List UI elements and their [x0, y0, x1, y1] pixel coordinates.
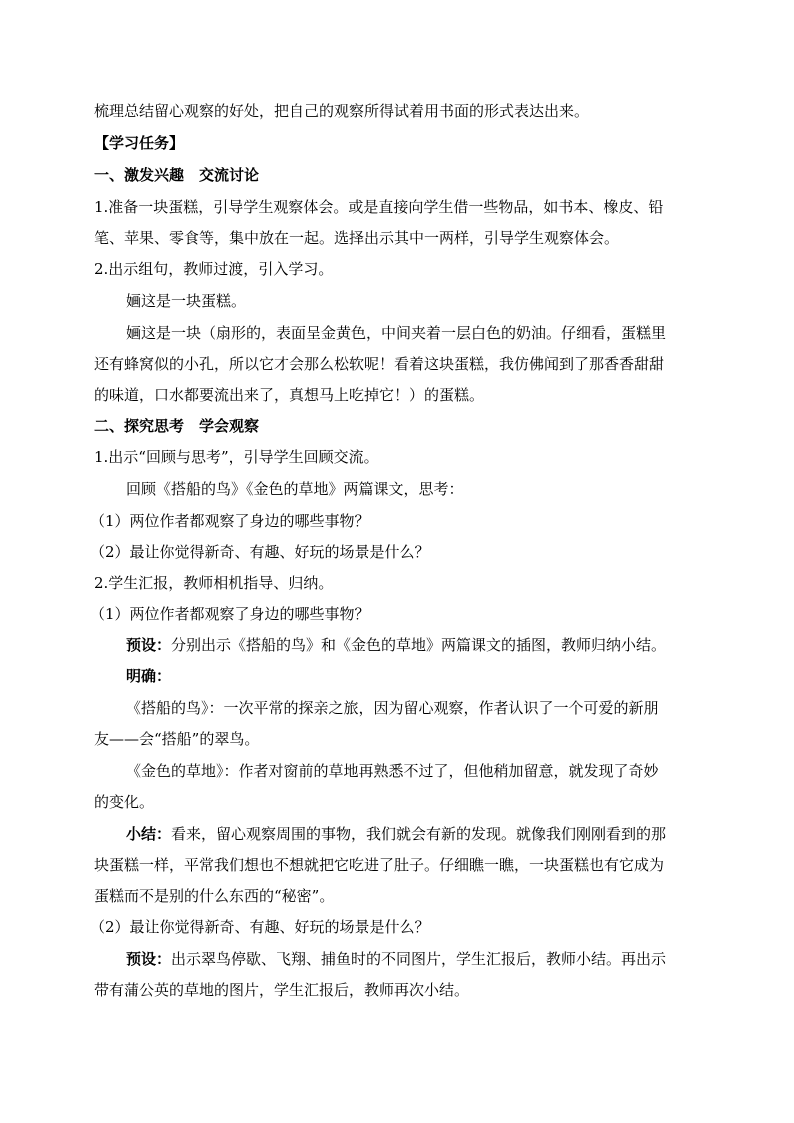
paragraph-line: （1）两位作者都观察了身边的哪些事物？ [90, 605, 370, 623]
paragraph-line: 1.准备一块蛋糕，引导学生观察体会。或是直接向学生借一些物品，如书本、橡皮、铅 [94, 198, 664, 216]
paragraph-line: 《金色的草地》：作者对窗前的草地再熟悉不过了，但他稍加留意，就发现了奇妙 [126, 762, 659, 780]
paragraph-text: 出示翠鸟停歇、飞翔、捕鱼时的不同图片，学生汇报后，教师小结。再出示 [171, 950, 667, 968]
paragraph-text: 分别出示《搭船的鸟》和《金色的草地》两篇课文的插图，教师归纳小结。 [171, 636, 667, 654]
paragraph-line: 《搭船的鸟》：一次平常的探亲之旅，因为留心观察，作者认识了一个可爱的新朋 [126, 699, 659, 717]
section-heading: 【学习任务】 [94, 134, 185, 152]
paragraph-text: 看来，留心观察周围的事物，我们就会有新的发现。就像我们刚刚看到的那 [171, 825, 667, 843]
paragraph-line: 婳这是一块蛋糕。 [126, 292, 247, 310]
paragraph-line: 友——会“搭船”的翠鸟。 [94, 730, 260, 748]
paragraph-line [126, 824, 716, 844]
paragraph-line: 2.出示组句，教师过渡，引入学习。 [94, 260, 334, 278]
section-heading: 一、激发兴趣 交流讨论 [94, 166, 260, 184]
paragraph-line [126, 949, 716, 969]
paragraph-line: 笔、苹果、零食等，集中放在一起。选择出示其中一两样，引导学生观察体会。 [94, 229, 620, 247]
paragraph-line: 的味道，口水都要流出来了，真想马上吃掉它！）的蛋糕。 [94, 386, 485, 404]
paragraph-line: 块蛋糕一样，平常我们想也不想就把它吃进了肚子。仔细瞧一瞧，一块蛋糕也有它成为 [94, 856, 665, 874]
paragraph-line: （2）最让你觉得新奇、有趣、好玩的场景是什么？ [90, 543, 430, 561]
paragraph-line: （1）两位作者都观察了身边的哪些事物？ [90, 512, 370, 530]
paragraph-line: 的变化。 [94, 793, 155, 811]
label-yushe: 预设： [126, 950, 172, 968]
label-xiaojie: 小结： [126, 825, 172, 843]
label-mingque: 明确： [126, 667, 172, 685]
paragraph-line: 回顾《搭船的鸟》《金色的草地》两篇课文，思考： [126, 480, 464, 498]
paragraph-line: 带有蒲公英的草地的图片，学生汇报后，教师再次小结。 [94, 981, 470, 999]
paragraph-line [126, 635, 726, 655]
paragraph-line: 梳理总结留心观察的好处，把自己的观察所得试着用书面的形式表达出来。 [94, 102, 590, 120]
paragraph-line: 1.出示“回顾与思考”，引导学生回顾交流。 [94, 448, 379, 466]
paragraph-line: 还有蜂窝似的小孔，所以它才会那么松软呢！看着这块蛋糕，我仿佛闻到了那香香甜甜 [94, 355, 665, 373]
paragraph-line: 蛋糕而不是别的什么东西的“秘密”。 [94, 887, 335, 905]
paragraph-line: 婳这是一块（扇形的，表面呈金黄色，中间夹着一层白色的奶油。仔细看，蛋糕里 [126, 324, 667, 342]
label-yushe: 预设： [126, 636, 172, 654]
paragraph-line: 2.学生汇报，教师相机指导、归纳。 [94, 574, 334, 592]
section-heading: 二、探究思考 学会观察 [94, 417, 260, 435]
paragraph-line: （2）最让你觉得新奇、有趣、好玩的场景是什么？ [90, 918, 430, 936]
